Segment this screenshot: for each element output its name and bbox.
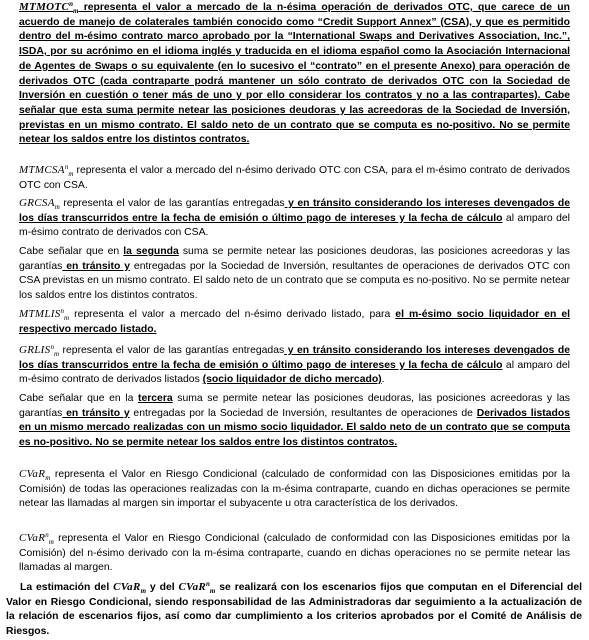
- mtmcsa-symbol: MTMCSA: [19, 164, 65, 176]
- cvar-m-definition: CVaR$_m$ representa el Valor en Riesgo Condicional (calculado de conformidad con las Disposiciones emitidas por la Comisión) de todas las operaciones realizadas con la m-ésima contraparte, cuando en dichas operaciones se permite netear las llamadas al margen sin importar el subyacente u otra característica de los derivados.: [19, 468, 570, 510]
- mtmotc-definition: $MTMOTC^n_m$ representa el valor a mercado de la n-ésima operación de derivados OTC, que carece de un acuerdo de manejo de colaterales también conocido como “Credit Support Annex” (CSA), y que es permitido dentro del m-ésimo contrato marco aprobado por la “International Swaps and Derivatives Association, Inc.”, ISDA, por su acrónimo en el idioma inglés y traducida en el idioma español como la Asociación Internacional de Agentes de Swaps o su equivalente (en lo sucesivo el “contrato” en el presente Anexo) para operación de derivados OTC (cada contraparte podrá mantener un sólo contrato de derivados OTC con la Sociedad de Inversión en cuestión o tener más de uno y por ello considerar los contratos y no a las contrapartes). Cabe señalar que esta suma permite netear las posiciones deudoras y las acreedoras de la Sociedad de Inversión, previstas en un mismo contrato. El saldo neto de un contrato que se computa es no-positivo. No se permite netear los saldos entre los distintos contratos.: [19, 0, 570, 146]
- mtmotc-text: representa el valor a mercado de la n-ésima operación de derivados OTC, que carece de un acuerdo de manejo de colaterales también conocido como “Credit Support Annex” (CSA), y que es permitido dentro del m-ésimo contrato marco aprobado por la “International Swaps and Derivatives Association, Inc.”, ISDA, por su acrónimo en el idioma inglés y traducida en el idioma español como la Asociación Internacional de Agentes de Swaps o su equivalente (en lo sucesivo el “contrato” en el presente Anexo) para operación de derivados OTC (cada contraparte podrá mantener un sólo contrato de derivados OTC con la Sociedad de Inversión en cuestión o tener más de uno y por ello considerar los contratos y no a las contrapartes). Cabe señalar que esta suma permite netear las posiciones deudoras y las acreedoras de la Sociedad de Inversión, previstas en un mismo contrato. El saldo neto de un contrato que se computa es no-positivo. No se permite netear los saldos entre los distintos contratos.: [19, 2, 570, 146]
- cvar-estimation-note: La estimación del CVaR$_m$ y del CVaR$^n_m$ se realizará con los escenarios fijos que computan en el Diferencial del Valor en Riesgo Condicional, siendo responsabilidad de las Administradoras dar seguimiento a la actualización de la relación de escenarios fijos, así como dar cumplimiento a los criterios aprobados por el Comité de Análisis de Riesgos.: [6, 580, 582, 638]
- mtmlis-definition: $MTMLIS^n_m$ representa el valor a mercado del n-ésimo derivado listado, para el m-ésimo socio liquidador en el respectivo mercado listado.: [19, 307, 570, 335]
- mtmcsa-definition: $MTMCSA^n_m$ representa el valor a mercado del n-ésimo derivado OTC con CSA, para el m-ésimo contrato de derivados OTC con CSA.: [19, 163, 570, 191]
- mtmcsa-text: representa el valor a mercado del n-ésimo derivado OTC con CSA, para el m-ésimo contrato de derivados OTC con CSA.: [19, 165, 570, 191]
- cvar-nm-definition: CVaR$^n_m$ representa el Valor en Riesgo Condicional (calculado de conformidad con las Disposiciones emitidas por la Comisión) del n-ésimo derivado con la m-ésima contraparte, cuando en dichas operaciones no se permite netear las llamadas al margen.: [19, 531, 570, 574]
- mtmotc-symbol: MTMOTC: [19, 1, 70, 13]
- grlis-symbol: GRLIS: [19, 344, 51, 356]
- cvar-m-symbol: CVaR: [19, 468, 46, 480]
- grcsa-symbol: GRCSA: [19, 197, 55, 209]
- grcsa-transit-clause: y en tránsito considerando los intereses devengados de los días transcurridos entre la fecha de emisión o último pago de intereses y la fecha de cálculo: [19, 198, 570, 224]
- mtmlis-symbol: MTMLIS: [19, 308, 61, 320]
- grlis-definition: $GRLIS^n_m$ representa el valor de las garantías entregadas y en tránsito considerando los intereses devengados de los días transcurridos entre la fecha de emisión o último pago de intereses y la fecha de cálculo al amparo del m-ésimo contrato de derivados listados (socio liquidador de dicho mercado).: [19, 343, 570, 386]
- third-sum-note: Cabe señalar que en la tercera suma se permite netear las posiciones deudoras, las posiciones acreedoras y las garantías en tránsito y entregadas por la Sociedad de Inversión, resultantes de operaciones de Derivados listados en un mismo mercado realizadas con un mismo socio liquidador. El saldo neto de un contrato que se computa es no-positivo. No se permite netear los saldos entre los distintos contratos.: [19, 393, 570, 449]
- grcsa-definition: $GRCSA_m$ representa el valor de las garantías entregadas y en tránsito considerando los intereses devengados de los días transcurridos entre la fecha de emisión o último pago de intereses y la fecha de cálculo al amparo del m-ésimo contrato de derivados con CSA.: [19, 197, 570, 239]
- cvar-nm-symbol: CVaR: [19, 532, 46, 544]
- second-sum-note: Cabe señalar que en la segunda suma se permite netear las posiciones deudoras, las posiciones acreedoras y las garantías en tránsito y entregadas por la Sociedad de Inversión, resultantes de operaciones de derivados OTC con CSA previstas en un mismo contrato. El saldo neto de un contrato que se computa es no-positivo. No se permite netear los saldos entre los distintos contratos.: [19, 246, 570, 302]
